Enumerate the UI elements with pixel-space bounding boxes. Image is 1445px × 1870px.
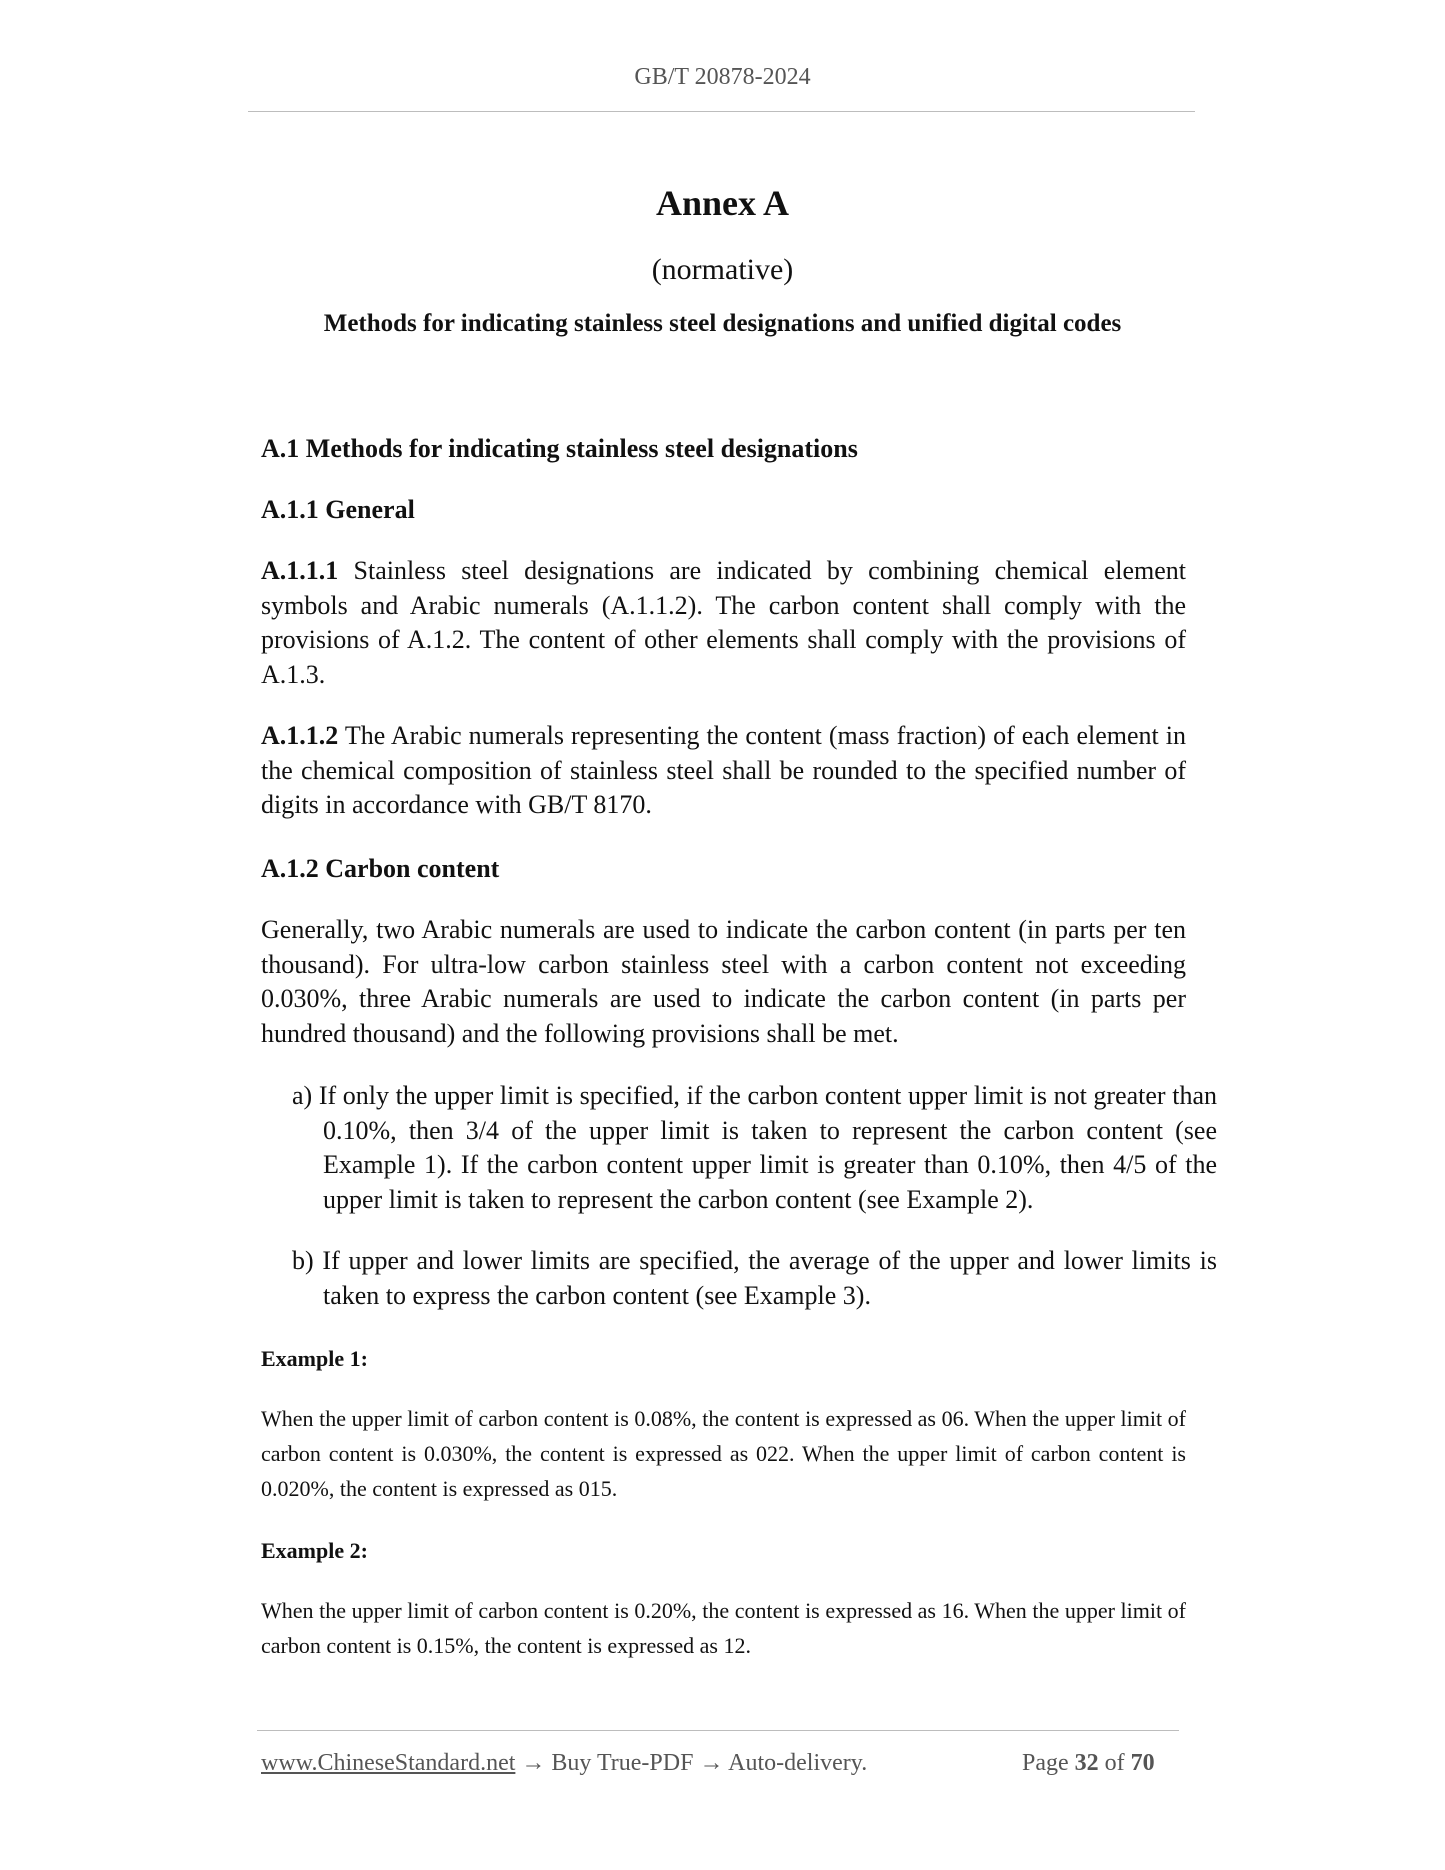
page-indicator: [1022, 1750, 1155, 1777]
of-word: of: [1104, 1750, 1125, 1776]
annex-subtitle: (normative): [651, 253, 794, 286]
clause-a1112-text: The Arabic numerals representing the content (mass fraction) of each element in the chemical composition of stainless steel shall be rounded to the specified number of digits in accordance with GB/T 8170.: [261, 721, 1187, 819]
example-1-label: Example 1:: [261, 1346, 368, 1371]
arrow-right-icon: →: [699, 1750, 724, 1776]
list-item-a: a) If only the upper limit is specified, if the carbon content upper limit is not greater than 0.10%, then 3/4 of the upper limit is taken to represent the carbon content (see Example 1). If the carbon content upper limit is greater than 0.10%, then 4/5 of the upper limit is taken to represent the carbon content (see Example 2).: [292, 1081, 1217, 1214]
list-item-b: b) If upper and lower limits are specified, the average of the upper and lower limits is taken to express the carbon content (see Example 3).: [292, 1246, 1217, 1310]
header-doc-code: GB/T 20878-2024: [634, 64, 811, 90]
buy-text: Buy True-PDF: [551, 1750, 694, 1776]
footer-divider: [257, 1730, 1179, 1731]
page-word: Page: [1022, 1750, 1069, 1776]
page-total: 70: [1130, 1750, 1155, 1776]
clause-a1112-number: A.1.1.2: [261, 721, 339, 750]
annex-title: Annex A: [655, 183, 790, 223]
clause-a1111-number: A.1.1.1: [261, 556, 339, 585]
page-current: 32: [1074, 1750, 1099, 1776]
clause-a1111-text: Stainless steel designations are indicated by combining chemical element symbols and Arabic numerals (A.1.1.2). The carbon content shall comply with the provisions of A.1.2. The content of other elements shall comply with the provisions of A.1.3.: [261, 556, 1187, 689]
clause-a1112: [261, 719, 1186, 823]
section-a12-heading: A.1.2 Carbon content: [261, 854, 500, 883]
site-link[interactable]: www.ChineseStandard.net: [261, 1750, 516, 1776]
carbon-content-paragraph: Generally, two Arabic numerals are used to indicate the carbon content (in parts per ten thousand). For ultra-low carbon stainless steel with a carbon content not exceeding 0.030%, three Arabic numerals are used to indicate the carbon content (in parts per hundred thousand) and the following provisions shall be met.: [261, 915, 1186, 1048]
delivery-text: Auto-delivery.: [728, 1750, 868, 1776]
example-2-text: When the upper limit of carbon content is 0.20%, the content is expressed as 16. When the upper limit of carbon content is 0.15%, the content is expressed as 12.: [261, 1598, 1186, 1658]
arrow-right-icon: →: [521, 1750, 546, 1776]
example-2-label: Example 2:: [261, 1538, 368, 1563]
section-a1-heading: A.1 Methods for indicating stainless steel designations: [261, 434, 858, 463]
clause-a1111: [261, 554, 1186, 692]
footer-promo: [261, 1750, 867, 1777]
example-1-text: When the upper limit of carbon content is 0.08%, the content is expressed as 06. When the upper limit of carbon content is 0.030%, the content is expressed as 022. When the upper limit of carbon content is 0.020%, the content is expressed as 015.: [261, 1406, 1186, 1501]
annex-heading: Methods for indicating stainless steel designations and unified digital codes: [323, 310, 1122, 337]
section-a11-heading: A.1.1 General: [261, 495, 415, 524]
header-divider: [248, 111, 1195, 112]
